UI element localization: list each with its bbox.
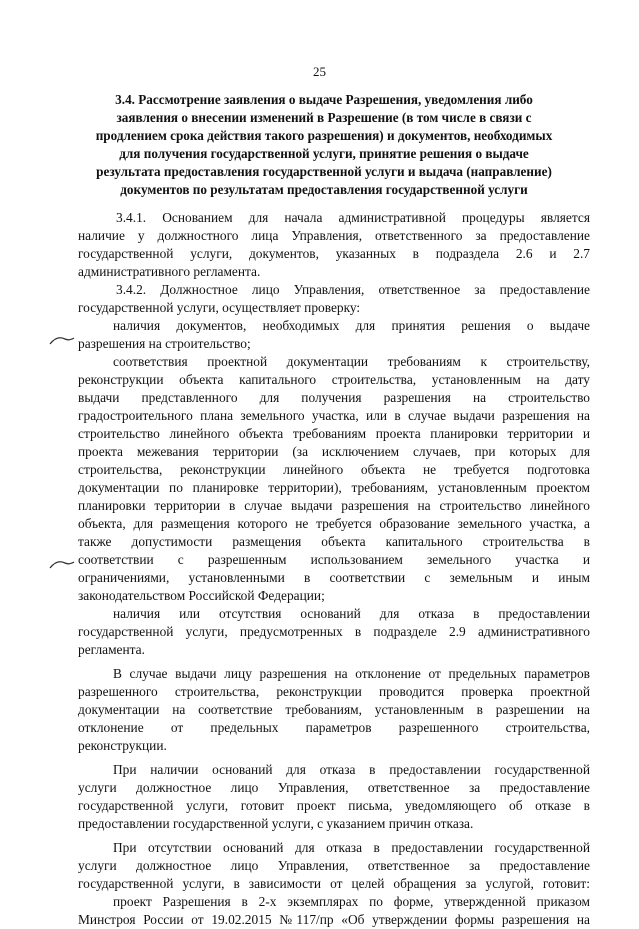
paragraph-line: реконструкции. [78, 738, 167, 753]
paragraph-line: административного регламента. [78, 264, 261, 279]
paragraph-line: соответствия проектной документации требованиям к строительству, [113, 354, 590, 369]
paragraph-line: При отсутствии оснований для отказа в предоставлении государственной [113, 840, 590, 855]
heading-line: результата предоставления государственной услуги и выдача (направление) [96, 164, 552, 179]
body-text [78, 209, 590, 929]
heading-line: продлением срока действия такого разрешения) и документов, необходимых [95, 128, 553, 143]
paragraph-line: документации по планировке территории), требованиям, установленным проектом [78, 480, 590, 495]
paragraph-line: строительство линейного объекта требованиям проекта планировки территории и [78, 426, 590, 441]
paragraph-line: планировки территории в случае выдачи разрешения на строительство линейного [78, 498, 590, 513]
paragraph-line: услуги должностное лицо Управления, ответственное за предоставление [78, 780, 590, 795]
heading-line: 3.4. Рассмотрение заявления о выдаче Разрешения, уведомления либо [115, 92, 533, 107]
page-number: 25 [313, 64, 326, 79]
paragraph-line: При наличии оснований для отказа в предоставлении государственной [113, 762, 590, 777]
paragraph-line: соответствии с разрешенным использованием земельного участка и [78, 552, 590, 567]
paragraph-line: государственной услуги, в зависимости от целей обращения за услугой, готовит: [78, 876, 590, 891]
paragraph-line: 3.4.1. Основанием для начала административной процедуры является [116, 210, 590, 225]
paragraph-line: строительства, реконструкции линейного объекта не требуется подготовка [78, 462, 590, 477]
section-heading [60, 91, 588, 199]
paragraph-line: разрешения на строительство; [78, 336, 251, 351]
paragraph-line: Минстроя России от 19.02.2015 №117/пр «Об утверждении формы разрешения на [78, 912, 590, 927]
paragraph-line: реконструкции объекта капитального строительства, установленным на дату [78, 372, 590, 387]
paragraph-line: выдачи представленного для получения разрешения на строительство [78, 390, 590, 405]
paragraph-line: государственной услуги, предусмотренных в подразделе 2.9 административного [78, 624, 590, 639]
paragraph-line: проекта межевания территории (за исключением случаев, при которых для [78, 444, 590, 459]
paragraph-line: В случае выдачи лицу разрешения на отклонение от предельных параметров [113, 666, 590, 681]
paragraph-line: регламента. [78, 642, 145, 657]
heading-line: для получения государственной услуги, принятие решения о выдаче [119, 146, 529, 161]
paragraph-line: предоставлении государственной услуги, с указанием причин отказа. [78, 816, 474, 831]
paragraph-line: государственной услуги, документов, указанных в подраздела 2.6 и 2.7 [78, 246, 590, 261]
paragraph-line: законодательством Российской Федерации; [78, 588, 325, 603]
paragraph-line: государственной услуги, готовит проект письма, уведомляющего об отказе в [78, 798, 590, 813]
paragraph-line: также допустимости размещения объекта капитального строительства в [78, 534, 590, 549]
margin-mark [48, 557, 76, 571]
paragraph-line: проект Разрешения в 2-х экземплярах по форме, утвержденной приказом [113, 894, 590, 909]
paragraph-line: 3.4.2. Должностное лицо Управления, ответственное за предоставление [116, 282, 590, 297]
paragraph-line: отклонение от предельных параметров разрешенного строительства, [78, 720, 590, 735]
margin-mark [48, 333, 76, 347]
paragraph-line: наличия документов, необходимых для принятия решения о выдаче [113, 318, 590, 333]
heading-line: документов по результатам предоставления государственной услуги [120, 182, 528, 197]
paragraph-line: разрешенного строительства, реконструкции проводится проверка проектной [78, 684, 590, 699]
paragraph-line: наличия или отсутствия оснований для отказа в предоставлении [113, 606, 590, 621]
paragraph-line: градостроительного плана земельного участка, или в случае выдачи разрешения на [78, 408, 590, 423]
paragraph-line: документации на соответствие требованиям, установленным в разрешении на [78, 702, 590, 717]
heading-line: заявления о внесении изменений в Разрешение (в том числе в связи с [116, 110, 532, 125]
paragraph-line: ограничениями, установленными в соответствии с земельным и иным [78, 570, 590, 585]
paragraph-line: наличие у должностного лица Управления, ответственного за предоставление [78, 228, 590, 243]
paragraph-line: объекта, для размещения которого не требуется образование земельного участка, а [78, 516, 590, 531]
paragraph-line: услуги должностное лицо Управления, ответственное за предоставление [78, 858, 590, 873]
paragraph-line: государственной услуги, осуществляет проверку: [78, 300, 361, 315]
